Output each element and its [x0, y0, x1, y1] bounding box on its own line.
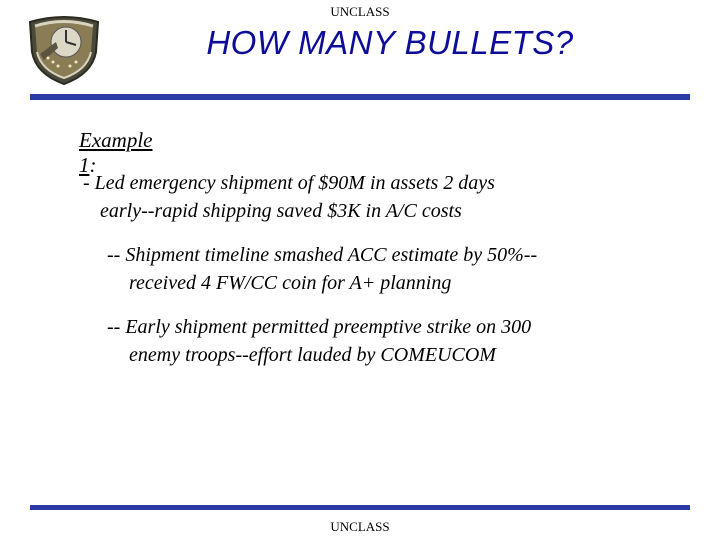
example-colon: :: [89, 153, 97, 177]
bullet-main-line-2: early--rapid shipping saved $3K in A/C costs: [100, 200, 462, 222]
air-force-wing-shield-emblem-icon: [26, 12, 102, 86]
header-divider: [30, 94, 690, 100]
example-label: Example 1: [79, 128, 153, 177]
footer-divider: [30, 505, 690, 510]
example-heading: [79, 128, 152, 178]
sub-bullet-2-line-2: enemy troops--effort lauded by COMEUCOM: [129, 344, 496, 366]
classification-banner-top: UNCLASS: [330, 4, 390, 19]
sub-bullet-1-line-2: received 4 FW/CC coin for A+ planning: [129, 272, 452, 294]
page-title: HOW MANY BULLETS?: [206, 24, 574, 61]
bullet-main-line-1: - Led emergency shipment of $90M in assets 2 days: [83, 172, 495, 194]
sub-bullet-2-line-1: -- Early shipment permitted preemptive strike on 300: [107, 316, 532, 338]
classification-banner-bottom: UNCLASS: [330, 519, 390, 534]
sub-bullet-1-line-1: -- Shipment timeline smashed ACC estimate by 50%--: [107, 244, 538, 266]
